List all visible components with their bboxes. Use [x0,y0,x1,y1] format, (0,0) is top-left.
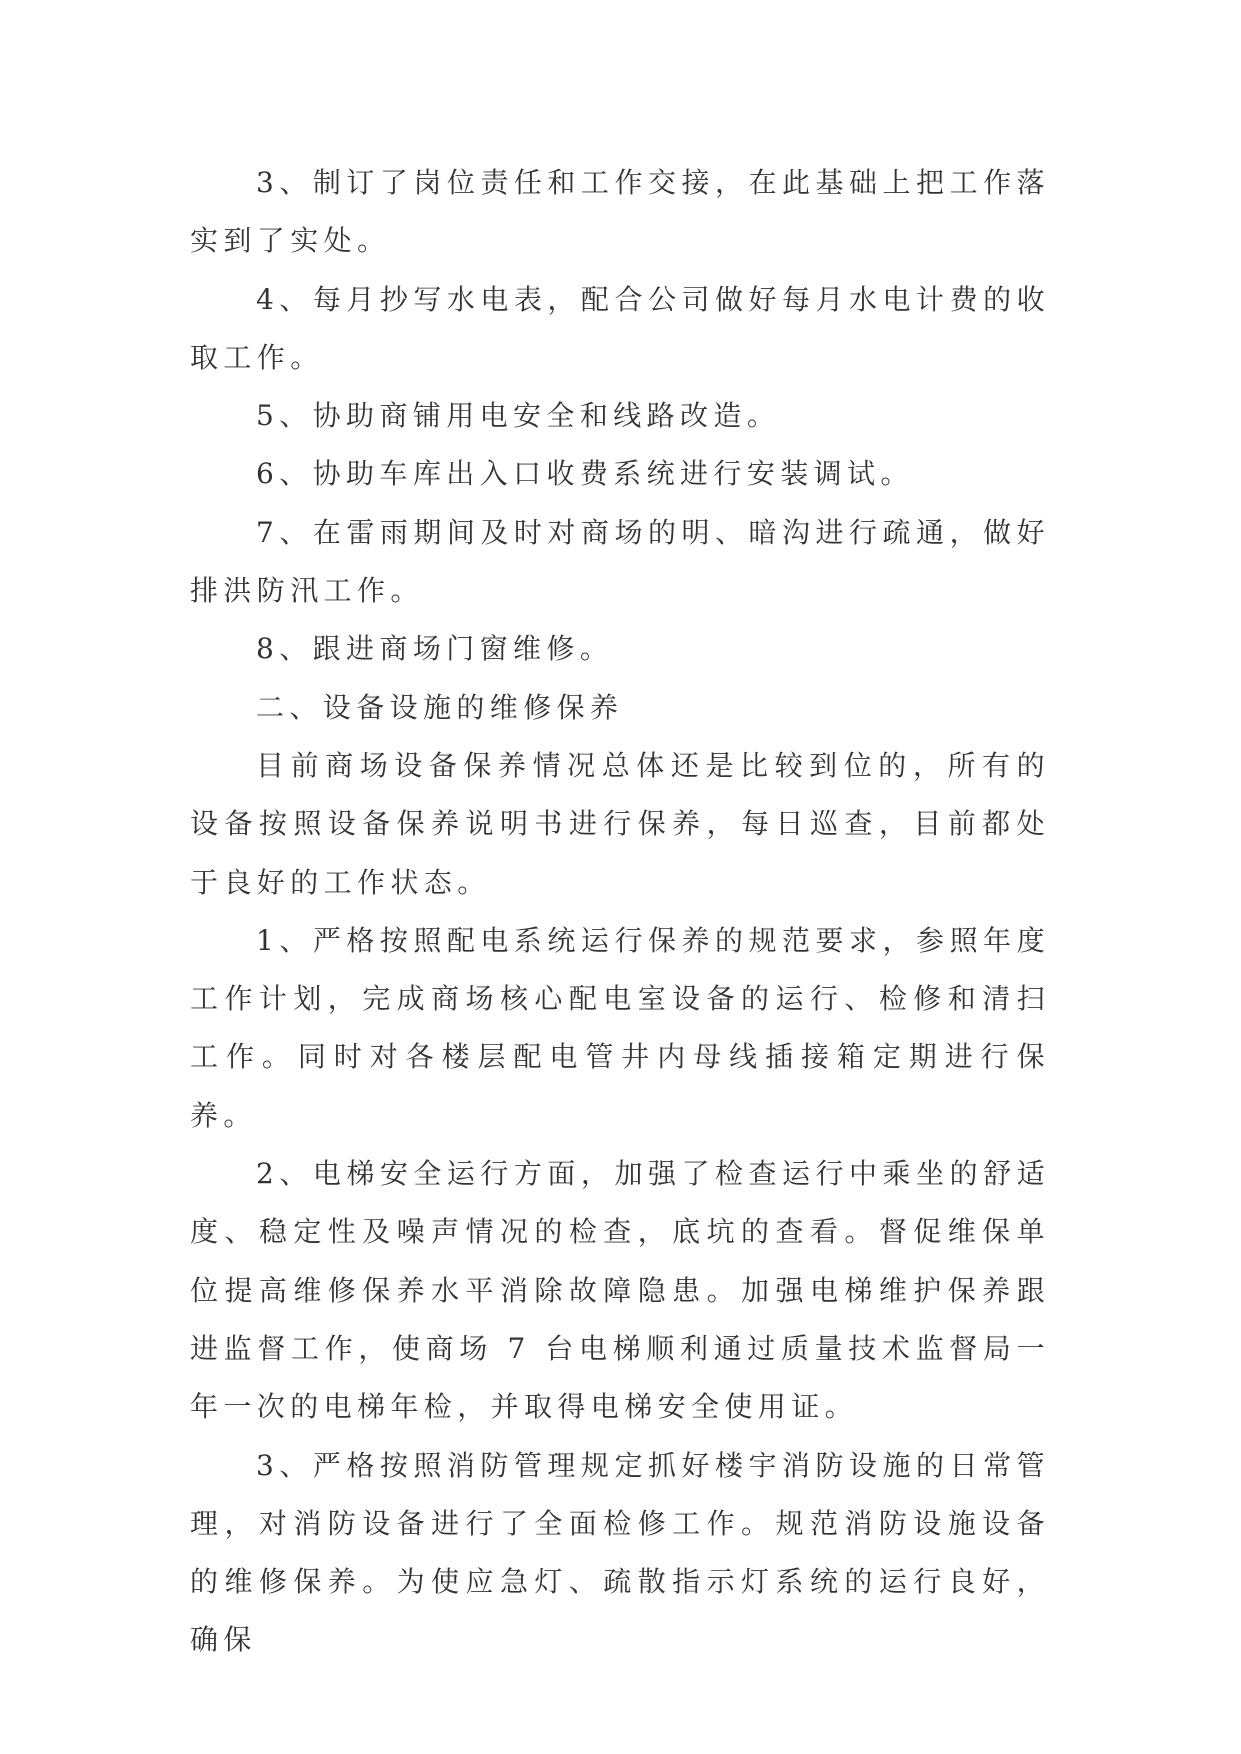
section-intro: 目前商场设备保养情况总体还是比较到位的，所有的设备按照设备保养说明书进行保养，每日巡查，目前都处于良好的工作状态。 [190,748,1050,899]
paragraph-item-4-meter: 4、每月抄写水电表，配合公司做好每月水电计费的收取工作。 [190,282,1050,374]
paragraph-item-2-elevator: 2、电梯安全运行方面，加强了检查运行中乘坐的舒适度、稳定性及噪声情况的检查，底坑的查看。督促维保单位提高维修保养水平消除故障隐患。加强电梯维护保养跟进监督工作，使商场 7 台电梯顺利通过质量技术监督局一年一次的电梯年检，并取得电梯安全使用证。 [190,1157,1050,1424]
paragraph-item-3-fire: 3、严格按照消防管理规定抓好楼宇消防设施的日常管理，对消防设备进行了全面检修工作。规范消防设施设备的维修保养。为使应急灯、疏散指示灯系统的运行良好，确保 [190,1448,1050,1657]
paragraph-item-8-doors: 8、跟进商场门窗维修。 [256,632,614,666]
section-heading: 二、设备设施的维修保养 [256,690,624,724]
document-body [190,154,1050,1670]
paragraph-item-3-duty: 3、制订了岗位责任和工作交接，在此基础上把工作落实到了实处。 [190,166,1050,258]
paragraph-item-1-power: 1、严格按照配电系统运行保养的规范要求，参照年度工作计划，完成商场核心配电室设备的运行、检修和清扫工作。同时对各楼层配电管井内母线插接箱定期进行保养。 [190,923,1050,1132]
paragraph-item-7-drainage: 7、在雷雨期间及时对商场的明、暗沟进行疏通，做好排洪防汛工作。 [190,515,1050,608]
paragraph-item-5-electric: 5、协助商铺用电安全和线路改造。 [256,399,781,433]
paragraph-item-6-garage: 6、协助车库出入口收费系统进行安装调试。 [256,457,914,491]
